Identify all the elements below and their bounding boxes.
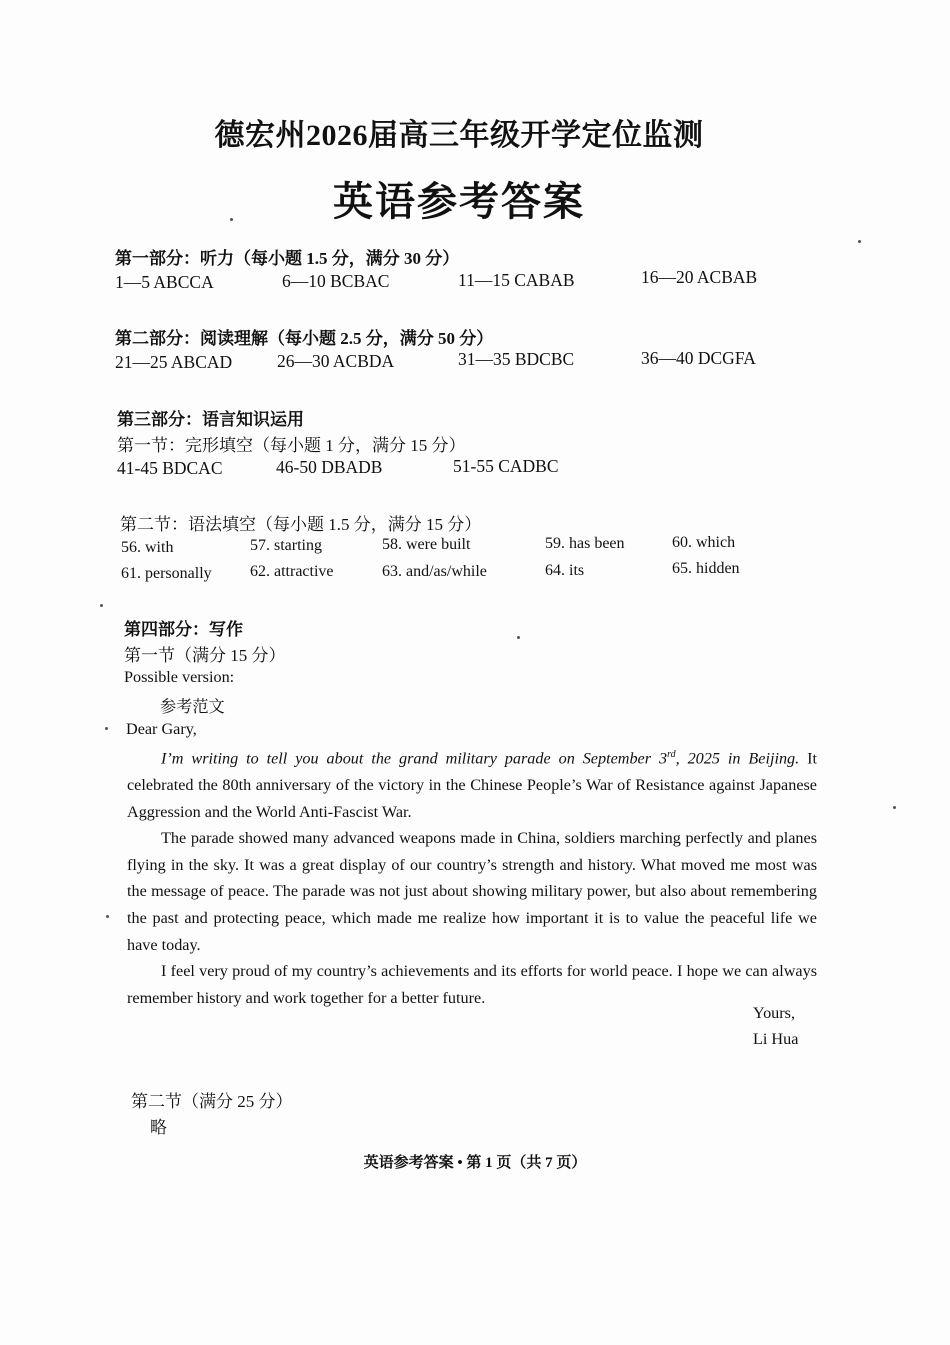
sample-essay-label: 参考范文 — [160, 698, 225, 716]
page-footer: 英语参考答案 • 第 1 页（共 7 页） — [363, 1155, 587, 1171]
grammar-answer-58: 58. were built — [382, 536, 471, 553]
grammar-answer-65: 65. hidden — [672, 560, 740, 577]
scan-speck — [100, 604, 103, 607]
grammar-answer-64: 64. its — [545, 562, 585, 579]
ordinal-suffix: rd — [667, 749, 676, 760]
part3-section2-heading: 第二节：语法填空（每小题 1.5 分，满分 15 分） — [120, 515, 482, 534]
grammar-answer-59: 59. has been — [545, 535, 625, 552]
letter-closing: Yours, — [753, 1004, 795, 1022]
scan-speck — [230, 218, 233, 221]
scan-speck — [106, 915, 109, 918]
part1-answer-2: 6—10 BCBAC — [282, 271, 390, 291]
cloze-answer-1: 41-45 BDCAC — [117, 458, 223, 478]
scan-speck — [517, 636, 520, 639]
part1-answer-3: 11—15 CABAB — [458, 270, 575, 290]
essay-paragraph-2: The parade showed many advanced weapons made in China, soldiers marching perfectly and planes flying in the sky. It was a great display of our country’s strength and history. What moved me most was the message of peace. The parade was not just about showing military power, but also about remembering the past and protecting peace, which made me realize how important it is to value the peaceful life we have today. — [127, 829, 817, 954]
scan-speck — [858, 240, 861, 243]
possible-version-label: Possible version: — [124, 668, 235, 686]
part1-answer-4: 16—20 ACBAB — [641, 267, 758, 287]
document-title: 英语参考答案 — [333, 179, 585, 224]
part4-heading: 第四部分：写作 — [124, 620, 243, 639]
sample-essay-body — [127, 742, 817, 1011]
grammar-answer-63: 63. and/as/while — [382, 563, 487, 580]
part1-answer-1: 1—5 ABCCA — [115, 272, 214, 292]
part4-section1-heading: 第一节（满分 15 分） — [124, 646, 286, 665]
scan-speck — [893, 806, 896, 809]
part2-answer-1: 21—25 ABCAD — [115, 352, 233, 372]
grammar-answer-62: 62. attractive — [250, 563, 334, 580]
part2-answer-3: 31—35 BDCBC — [458, 349, 575, 369]
part4-section2-content: 略 — [150, 1118, 167, 1137]
scan-speck — [105, 727, 108, 730]
part2-answer-4: 36—40 DCGFA — [641, 348, 756, 368]
essay-paragraph-3: I feel very proud of my country’s achievements and its efforts for world peace. I hope we can always remember history and work together for a better future. — [127, 962, 817, 1007]
grammar-answer-56: 56. with — [121, 539, 174, 556]
essay-lead-sentence-end: , 2025 in Beijing. — [675, 749, 800, 768]
part2-heading: 第二部分：阅读理解（每小题 2.5 分，满分 50 分） — [115, 329, 494, 348]
part4-section2-heading: 第二节（满分 25 分） — [131, 1092, 293, 1111]
letter-greeting: Dear Gary, — [126, 720, 197, 738]
essay-paragraph-1-rest: It celebrated the 80th anniversary of the victory in the Chinese People’s War of Resistance against Japanese Aggression and the World Anti-Fascist War. — [127, 749, 818, 821]
exam-title: 德宏州2026届高三年级开学定位监测 — [214, 119, 704, 152]
grammar-answer-60: 60. which — [672, 534, 736, 551]
cloze-answer-3: 51-55 CADBC — [453, 456, 559, 476]
cloze-answer-2: 46-50 DBADB — [276, 457, 383, 477]
part2-answer-2: 26—30 ACBDA — [277, 351, 395, 371]
part1-heading: 第一部分：听力（每小题 1.5 分，满分 30 分） — [115, 249, 460, 268]
grammar-answer-57: 57. starting — [250, 537, 322, 554]
essay-lead-sentence: I’m writing to tell you about the grand military parade on September 3 — [161, 749, 668, 768]
part3-heading: 第三部分：语言知识运用 — [117, 410, 304, 429]
grammar-answer-61: 61. personally — [121, 565, 212, 582]
letter-signature: Li Hua — [753, 1030, 799, 1048]
essay-paragraph-1 — [127, 742, 817, 825]
part3-section1-heading: 第一节：完形填空（每小题 1 分，满分 15 分） — [117, 436, 466, 455]
